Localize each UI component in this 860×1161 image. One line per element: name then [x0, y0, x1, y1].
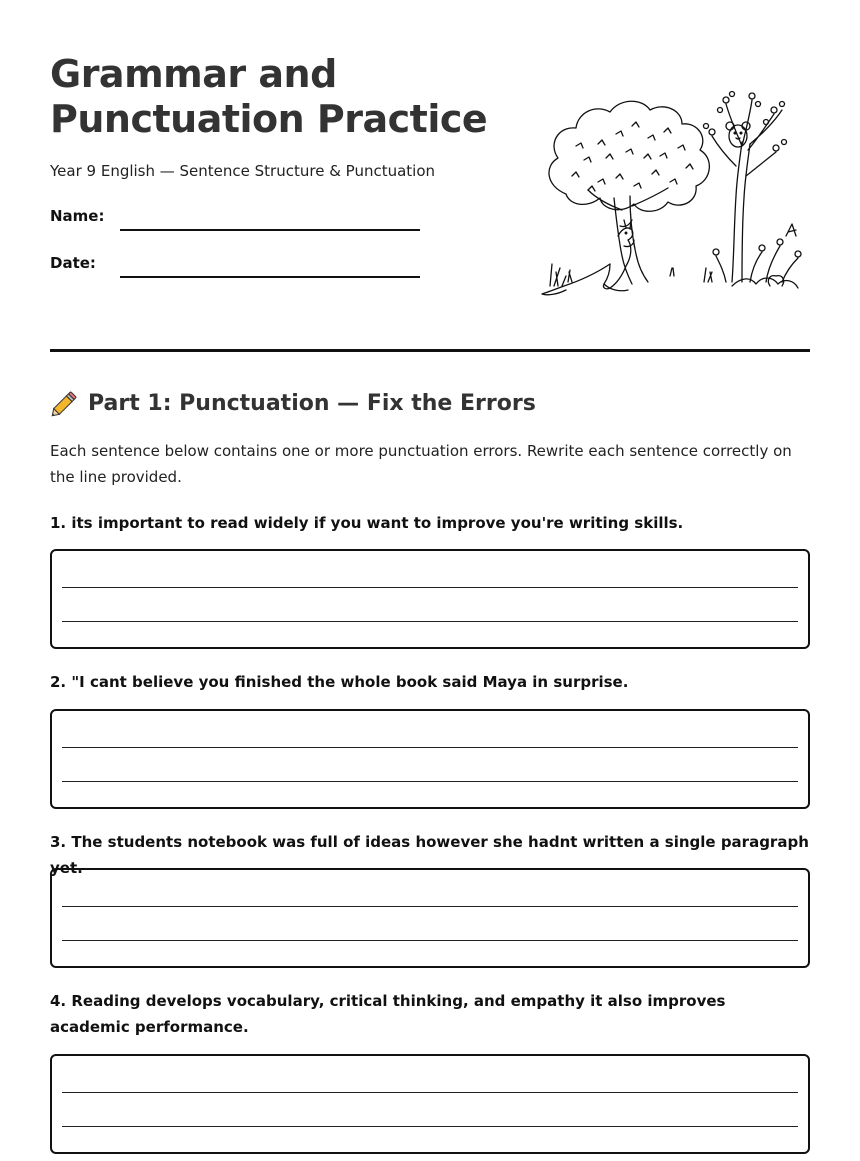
- answer-line: [62, 906, 798, 907]
- name-field[interactable]: [120, 229, 420, 231]
- answer-box-3[interactable]: [50, 868, 810, 968]
- answer-box-2[interactable]: [50, 709, 810, 809]
- answer-line: [62, 621, 798, 622]
- name-label: Name:: [50, 207, 105, 225]
- answer-line: [62, 1092, 798, 1093]
- part1-heading: [50, 388, 536, 418]
- answer-line: [62, 747, 798, 748]
- question-4: 4. Reading develops vocabulary, critical thinking, and empathy it also improves academic performance.: [50, 992, 726, 1036]
- answer-line: [62, 1126, 798, 1127]
- question-2: 2. "I cant believe you finished the whole book said Maya in surprise.: [50, 673, 629, 691]
- part1-title: Part 1: Punctuation — Fix the Errors: [88, 390, 536, 416]
- question-3: 3. The students notebook was full of ideas however she hadnt written a single paragraph yet.: [50, 833, 809, 877]
- question-1: 1. its important to read widely if you want to improve you're writing skills.: [50, 514, 684, 532]
- answer-line: [62, 940, 798, 941]
- date-label: Date:: [50, 254, 96, 272]
- answer-box-4[interactable]: [50, 1054, 810, 1154]
- header-divider: [50, 349, 810, 352]
- pencil-icon: [50, 388, 80, 418]
- worksheet-subtitle: Year 9 English — Sentence Structure & Punctuation: [50, 162, 436, 180]
- date-field[interactable]: [120, 276, 420, 278]
- part1-instructions: Each sentence below contains one or more punctuation errors. Rewrite each sentence correctly on the line provided.: [50, 442, 792, 486]
- tree-kangaroo-koala-illustration: [536, 86, 806, 306]
- answer-line: [62, 587, 798, 588]
- answer-line: [62, 781, 798, 782]
- answer-box-1[interactable]: [50, 549, 810, 649]
- worksheet-title: Grammar and Punctuation Practice: [50, 52, 488, 141]
